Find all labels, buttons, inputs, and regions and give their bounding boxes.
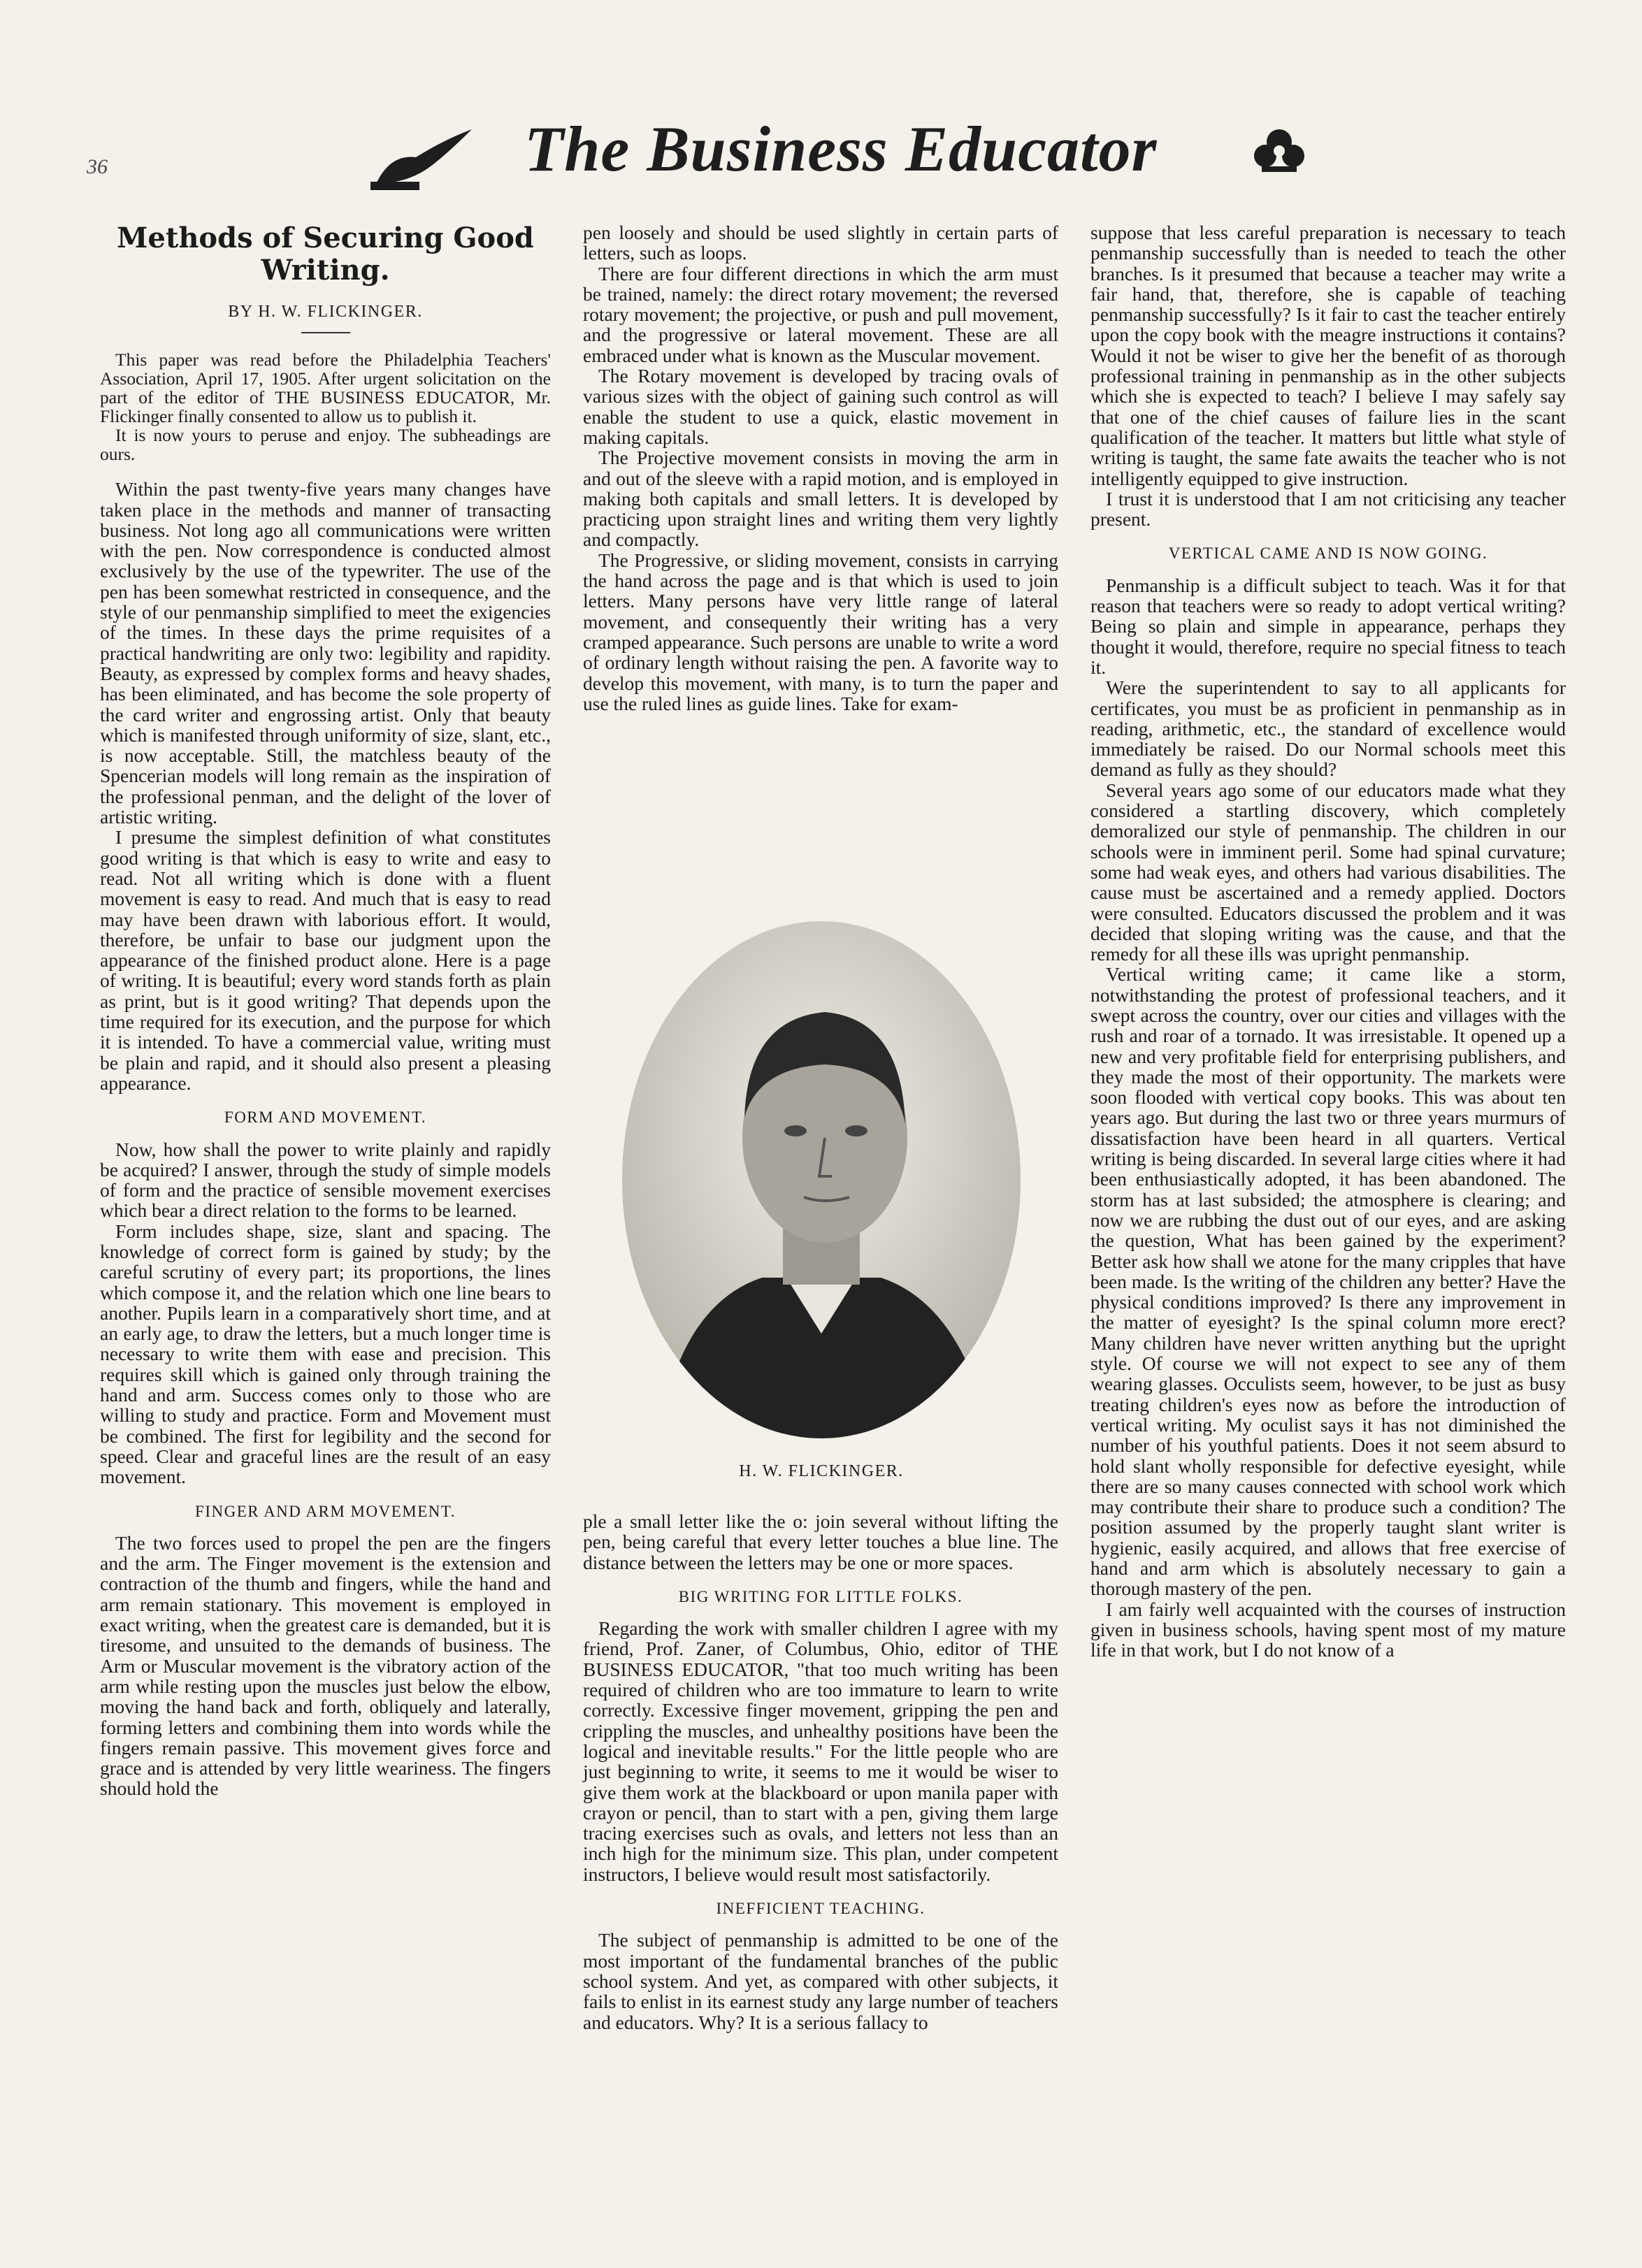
paragraph: Now, how shall the power to write plainly and rapidly be acquired? I answer, through the study of simple models of form and the practice of sensible movement exercises which bear a direct relation to the forms to be learned. (100, 1138, 551, 1222)
divider (301, 332, 350, 333)
paragraph: The Projective movement consists in moving the arm in and out of the sleeve with a rapid motion, and is employed in making both capitals and small letters. It is developed by practicing upon straight lines and writing them very lightly and compactly. (583, 447, 1058, 551)
article-title: Methods of Securing Good Writing. (117, 222, 534, 287)
paragraph: pen loosely and should be used slightly in certain parts of letters, such as loops. (583, 222, 1058, 264)
intro-paragraph: This paper was read before the Philadelphia Teachers' Association, April 17, 1905. After urgent solicitation on the part of the editor of THE BUSINESS EDUCATOR, Mr. Flickinger finally consented to allow us to publish it. (100, 349, 551, 427)
paragraph: ple a small letter like the o: join several without lifting the pen, being careful that every letter touches a blue line. The distance between the letters may be one or more spaces. (583, 1510, 1058, 1573)
subheading: VERTICAL CAME AND IS NOW GOING. (1168, 544, 1488, 563)
column-2 (583, 222, 1058, 714)
subheading: BIG WRITING FOR LITTLE FOLKS. (678, 1587, 963, 1605)
intro-note (100, 350, 551, 463)
paragraph: Were the superintendent to say to all applicants for certificates, you must be as proficient in penmanship as in reading, arithmetic, etc., the standard of excellence would immediately be raised. Do our Normal schools meet this demand as fully as they should? (1090, 677, 1566, 781)
intro-paragraph: It is now yours to peruse and enjoy. The subheadings are ours. (100, 425, 551, 465)
paragraph: I presume the simplest definition of what constitutes good writing is that which is easy to write and easy to read. Not all writing which is done with a fluent movement is easy to read. And much that is easy to read may have been drawn with laborious effort. It would, therefore, be unfair to base our judgment upon the appearance of the finished product alone. Here is a page of writing. It is beautiful; every word stands forth as plain as print, but is it good writing? That depends upon the time required for its execution, and the purpose for which it is intended. To have a commercial value, writing must be plain and rapid, and it should also present a pleasing appearance. (100, 826, 551, 1094)
masthead-title: The Business Educator (524, 113, 1158, 185)
paragraph: The Progressive, or sliding movement, consists in carrying the hand across the page and is that which is used to join letters. Many persons have very little range of lateral movement, and consequently their writing has a very cramped appearance. Such persons are unable to write a word of ordinary length without raising the pen. A favorite way to develop this movement, with many, is to turn the paper and use the ruled lines as guide lines. Take for exam- (583, 549, 1058, 714)
byline: BY H. W. FLICKINGER. (228, 303, 423, 321)
paragraph: There are four different directions in which the arm must be trained, namely: the direct rotary movement; the reversed rotary movement; the projective, or push and pull movement, and the progressive or lateral movement. These are all embraced under what is known as the Muscular movement. (583, 262, 1058, 366)
subheading: FINGER AND ARM MOVEMENT. (195, 1502, 456, 1520)
paragraph: Several years ago some of our educators made what they considered a startling discovery, which completely demoralized our style of penmanship. The children in our schools were in imminent peril. Some had spinal curvature; some had weak eyes, and others had various disabilities. The cause must be ascertained and a remedy applied. Doctors were consulted. Educators discussed the problem and it was decided that sloping writing was the cause, and that the remedy for all these ills was upright penmanship. (1090, 779, 1566, 965)
paragraph: I am fairly well acquainted with the courses of instruction given in business schools, having spent most of my mature life in that work, but I do not know of a (1090, 1598, 1566, 1661)
paragraph: Vertical writing came; it came like a storm, notwithstanding the protest of professional teachers, and it swept across the country, over our cities and villages with the rush and roar of a tornado. It was irresistable. It opened up a new and very profitable field for enterprising publishers, and they made the most of their opportunity. The markets were soon flooded with vertical copy books. This was about ten years ago. But during the last two or three years murmurs of dissatisfaction have been heard in all quarters. Vertical writing is being discarded. In several large cities where it had been enthusiastically adopted, it has been abandoned. The storm has at last subsided; the atmosphere is clearing; and now we are rubbing the dust out of our eyes, and are asking the question, What has been gained by the experiment? Better ask how shall we atone for the many cripples that have been made. Is the writing of the children any better? Have the physical conditions improved? Is there any improvement in the matter of eyesight? Is the spinal column more erect? Many children have never written anything but the upright style. Of course we will not expect to see any of them wearing glasses. Occulists seem, however, to be just as busy treating children's eyes now as before the introduction of vertical writing. My oculist says it has not diminished the number of his youthful patients. Does it not seem absurd to hold slant wholly responsible for defective eyesight, while there are so many causes connected with school work which may contribute their share to produce such a condition? The position assumed by the properly taught slant writer is hygienic, easily acquired, and allows that free exercise of hand and arm which is absolutely necessary to gain a thorough mastery of the pen. (1090, 963, 1566, 1600)
column-3 (1090, 222, 1566, 1660)
subheading: INEFFICIENT TEACHING. (716, 1900, 926, 1918)
masthead (336, 105, 1328, 196)
subheading: FORM AND MOVEMENT. (224, 1108, 427, 1127)
paragraph: I trust it is understood that I am not criticising any teacher present. (1090, 487, 1566, 530)
paragraph: The Rotary movement is developed by tracing ovals of various sizes with the object of gaining such control as will enable the student to use a quick, elastic movement in making capitals. (583, 365, 1058, 448)
paragraph: Within the past twenty-five years many changes have taken place in the methods and manner of transacting business. Not long ago all communications were written with the pen. Now correspondence is conducted almost exclusively by the use of the typewriter. The use of the pen has been somewhat restricted in consequence, and the style of our penmanship simplified to meet the exigencies of the times. In these days the prime requisites of a practical handwriting are only two: legibility and rapidity. Beauty, as expressed by complex forms and heavy shades, has been eliminated, and has become the sole property of the card writer and engrossing artist. Only that beauty which is manifested through uniformity of size, slant, etc., is now acceptable. Still, the matchless beauty of the Spencerian models will long remain as the inspiration of the professional penman, and the delight of the lover of artistic writing. (100, 478, 551, 828)
column-2-continued (583, 1511, 1058, 2032)
ornament-icon (1248, 117, 1311, 180)
paragraph: The two forces used to propel the pen are the fingers and the arm. The Finger movement is the extension and contraction of the thumb and fingers, while the hand and arm remain stationary. This movement is employed in exact writing, when the greatest care is demanded, but it is tiresome, and unsuited to the demands of business. The Arm or Muscular movement is the vibratory action of the arm while resting upon the muscles just below the elbow, moving the hand back and forth, obliquely and laterally, forming letters and combining them into words while the fingers remain passive. This movement gives force and grace and is attended by very little weariness. The fingers should hold the (100, 1531, 551, 1800)
column-1 (100, 222, 551, 1799)
paragraph: The subject of penmanship is admitted to be one of the most important of the fundamental branches of the public school system. And yet, as compared with other subjects, it fails to enlist in its earnest study any large number of teachers and educators. Why? It is a serious fallacy to (583, 1929, 1058, 2033)
portrait-photo (615, 914, 1028, 1445)
page-number: 36 (87, 155, 108, 178)
paragraph: Form includes shape, size, slant and spacing. The knowledge of correct form is gained by study; by the careful scrutiny of every part; its proportions, the lines which compose it, and the relation which one line bears to another. Pupils learn in a comparatively short time, and at an early age, to draw the letters, but a much longer time is necessary to write them with ease and precision. This requires skill which is gained only through training the hand and arm. Success comes only to those who are willing to study and practice. Form and Movement must be combined. The first for legibility and the second for speed. Clear and graceful lines are the result of an easy movement. (100, 1220, 551, 1488)
paragraph: Regarding the work with smaller children I agree with my friend, Prof. Zaner, of Columbus, Ohio, editor of THE BUSINESS EDUCATOR, "that too much writing has been required of children who are too immature to learn to write correctly. Excessive finger movement, gripping the pen and crippling the muscles, and unhealthy positions have been the logical and inevitable results." For the little people who are just beginning to write, it seems to me it would be wiser to give them work at the blackboard or upon manila paper with crayon or pencil, than to start with a pen, giving them large tracing exercises such as ovals, and letters not less than an inch high for the minimum size. This plan, under competent instructors, I believe would result most satisfactorily. (583, 1617, 1058, 1885)
paragraph: Penmanship is a difficult subject to teach. Was it for that reason that teachers were so ready to adopt vertical writing? Being so plain and simple in appearance, perhaps they thought it would, therefore, require no special fitness to teach it. (1090, 574, 1566, 678)
paragraph: suppose that less careful preparation is necessary to teach penmanship successfully than is needed to teach the other branches. Is it presumed that because a teacher may write a fair hand, that, therefore, she is capable of teaching penmanship successfully? Is it fair to cast the teacher entirely upon the copy book with the meagre instructions it contains? Would it not be wiser to give her the benefit of as thorough professional training in penmanship as in the other subjects which she is expected to teach? I believe I may safely say that one of the chief causes of failure lies in the scant qualification of the teacher. It matters but little what style of writing is taught, the same fate awaits the teacher who is not intelligently equipped to give instruction. (1090, 222, 1566, 489)
portrait-caption: H. W. FLICKINGER. (739, 1462, 904, 1480)
quill-icon (367, 126, 479, 192)
